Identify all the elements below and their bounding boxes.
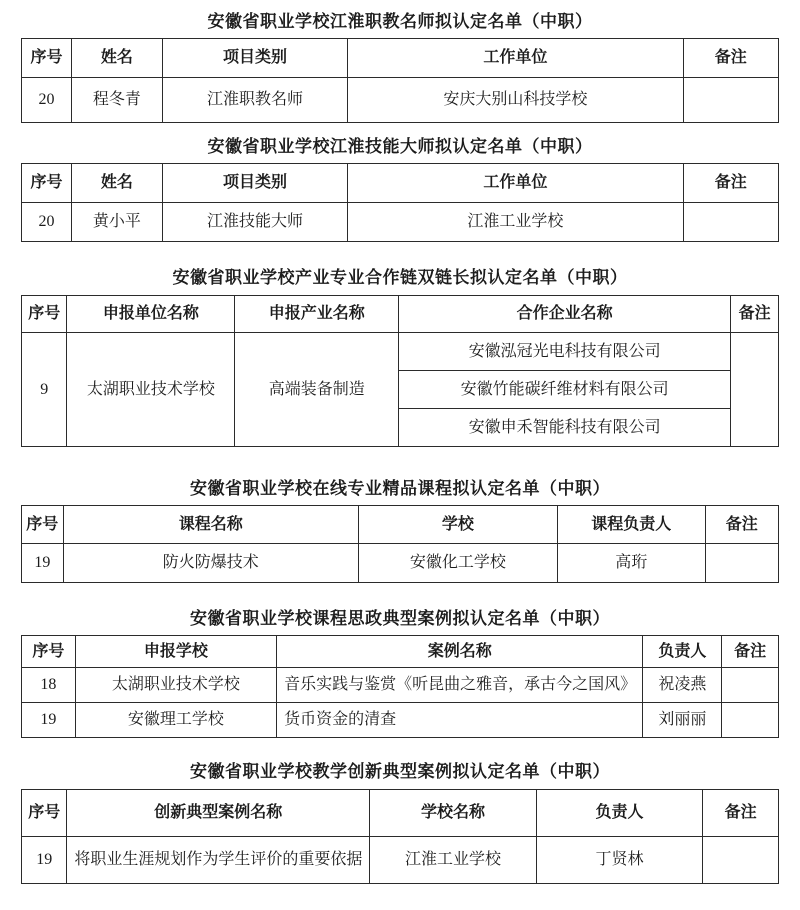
table-row [22,703,779,738]
cell-remark [683,203,778,242]
column-header-partner-company: 合作企业名称 [398,296,730,333]
table-title: 安徽省职业学校教学创新典型案例拟认定名单（中职） [190,762,610,781]
table-jianghuai-famous-teachers [21,38,779,123]
table-ideological-case-studies [21,635,779,738]
table-row [22,333,779,371]
table-row [22,668,779,703]
column-header-seq: 序号 [22,636,76,668]
cell-seq: 20 [22,203,72,242]
cell-seq: 19 [22,544,64,583]
cell-applicant-unit: 太湖职业技术学校 [67,333,235,447]
section-online-quality-courses [21,479,779,583]
cell-seq: 19 [22,837,67,884]
cell-industry: 高端装备制造 [235,333,399,447]
column-header-name: 姓名 [71,164,162,203]
column-header-seq: 序号 [22,39,72,78]
cell-school: 安徽化工学校 [358,544,557,583]
cell-partner-company: 安徽泓冠光电科技有限公司 [398,333,730,371]
cell-workunit: 江淮工业学校 [348,203,683,242]
cell-school-name: 江淮工业学校 [370,837,537,884]
section-ideological-case-studies [21,609,779,738]
table-row [22,78,779,123]
cell-remark [683,78,778,123]
column-header-school-name: 学校名称 [370,790,537,837]
document-page [0,12,800,910]
column-header-category: 项目类别 [162,39,347,78]
cell-course: 防火防爆技术 [63,544,358,583]
table-row [22,203,779,242]
table-title: 安徽省职业学校课程思政典型案例拟认定名单（中职） [190,609,610,628]
cell-leader: 丁贤林 [536,837,703,884]
column-header-case: 案例名称 [277,636,643,668]
cell-remark [722,703,779,738]
page-title: 安徽省职业学校江淮职教名师拟认定名单（中职） [207,12,593,31]
cell-remark [705,544,778,583]
column-header-remark: 备注 [731,296,779,333]
cell-leader: 刘丽丽 [643,703,722,738]
cell-name: 黄小平 [71,203,162,242]
cell-case: 音乐实践与鉴赏《听昆曲之雅音，承古今之国风》 [277,668,643,703]
table-title: 安徽省职业学校江淮技能大师拟认定名单（中职） [207,137,593,156]
table-header-row [22,164,779,203]
cell-seq: 9 [22,333,67,447]
column-header-seq: 序号 [22,164,72,203]
cell-partner-company: 安徽申禾智能科技有限公司 [398,409,730,447]
table-header-row [22,506,779,544]
section-teaching-innovation-cases [21,762,779,884]
column-header-leader: 负责人 [643,636,722,668]
column-header-applicant-school: 申报学校 [75,636,276,668]
column-header-seq: 序号 [22,296,67,333]
table-header-row [22,790,779,837]
table-header-row [22,296,779,333]
column-header-remark: 备注 [705,506,778,544]
column-header-course-leader: 课程负责人 [557,506,705,544]
cell-applicant-school: 安徽理工学校 [75,703,276,738]
cell-remark [722,668,779,703]
cell-name: 程冬青 [71,78,162,123]
cell-course-leader: 高珩 [557,544,705,583]
table-header-row [22,636,779,668]
column-header-applicant-unit: 申报单位名称 [67,296,235,333]
column-header-name: 姓名 [71,39,162,78]
cell-innovation-case: 将职业生涯规划作为学生评价的重要依据 [67,837,370,884]
column-header-remark: 备注 [683,39,778,78]
column-header-school: 学校 [358,506,557,544]
table-online-quality-courses [21,505,779,583]
cell-remark [703,837,779,884]
section-jianghuai-skill-masters [21,137,779,242]
cell-seq: 20 [22,78,72,123]
cell-seq: 18 [22,668,76,703]
table-teaching-innovation-cases [21,789,779,884]
column-header-category: 项目类别 [162,164,347,203]
cell-remark [731,333,779,447]
column-header-seq: 序号 [22,506,64,544]
section-industry-chain-leaders [21,268,779,447]
table-jianghuai-skill-masters [21,163,779,242]
table-title: 安徽省职业学校在线专业精品课程拟认定名单（中职） [190,479,610,498]
column-header-leader: 负责人 [536,790,703,837]
cell-category: 江淮技能大师 [162,203,347,242]
column-header-industry: 申报产业名称 [235,296,399,333]
column-header-remark: 备注 [683,164,778,203]
column-header-innovation-case: 创新典型案例名称 [67,790,370,837]
cell-case: 货币资金的清查 [277,703,643,738]
column-header-seq: 序号 [22,790,67,837]
column-header-remark: 备注 [722,636,779,668]
column-header-remark: 备注 [703,790,779,837]
cell-seq: 19 [22,703,76,738]
cell-category: 江淮职教名师 [162,78,347,123]
cell-workunit: 安庆大别山科技学校 [348,78,683,123]
cell-applicant-school: 太湖职业技术学校 [75,668,276,703]
column-header-course: 课程名称 [63,506,358,544]
table-title: 安徽省职业学校产业专业合作链双链长拟认定名单（中职） [172,268,628,287]
cell-leader: 祝凌燕 [643,668,722,703]
column-header-workunit: 工作单位 [348,39,683,78]
column-header-workunit: 工作单位 [348,164,683,203]
table-row [22,837,779,884]
section-jianghuai-famous-teachers [21,12,779,123]
cell-partner-company: 安徽竹能碳纤维材料有限公司 [398,371,730,409]
table-industry-chain-leaders [21,295,779,447]
table-row [22,544,779,583]
table-header-row [22,39,779,78]
